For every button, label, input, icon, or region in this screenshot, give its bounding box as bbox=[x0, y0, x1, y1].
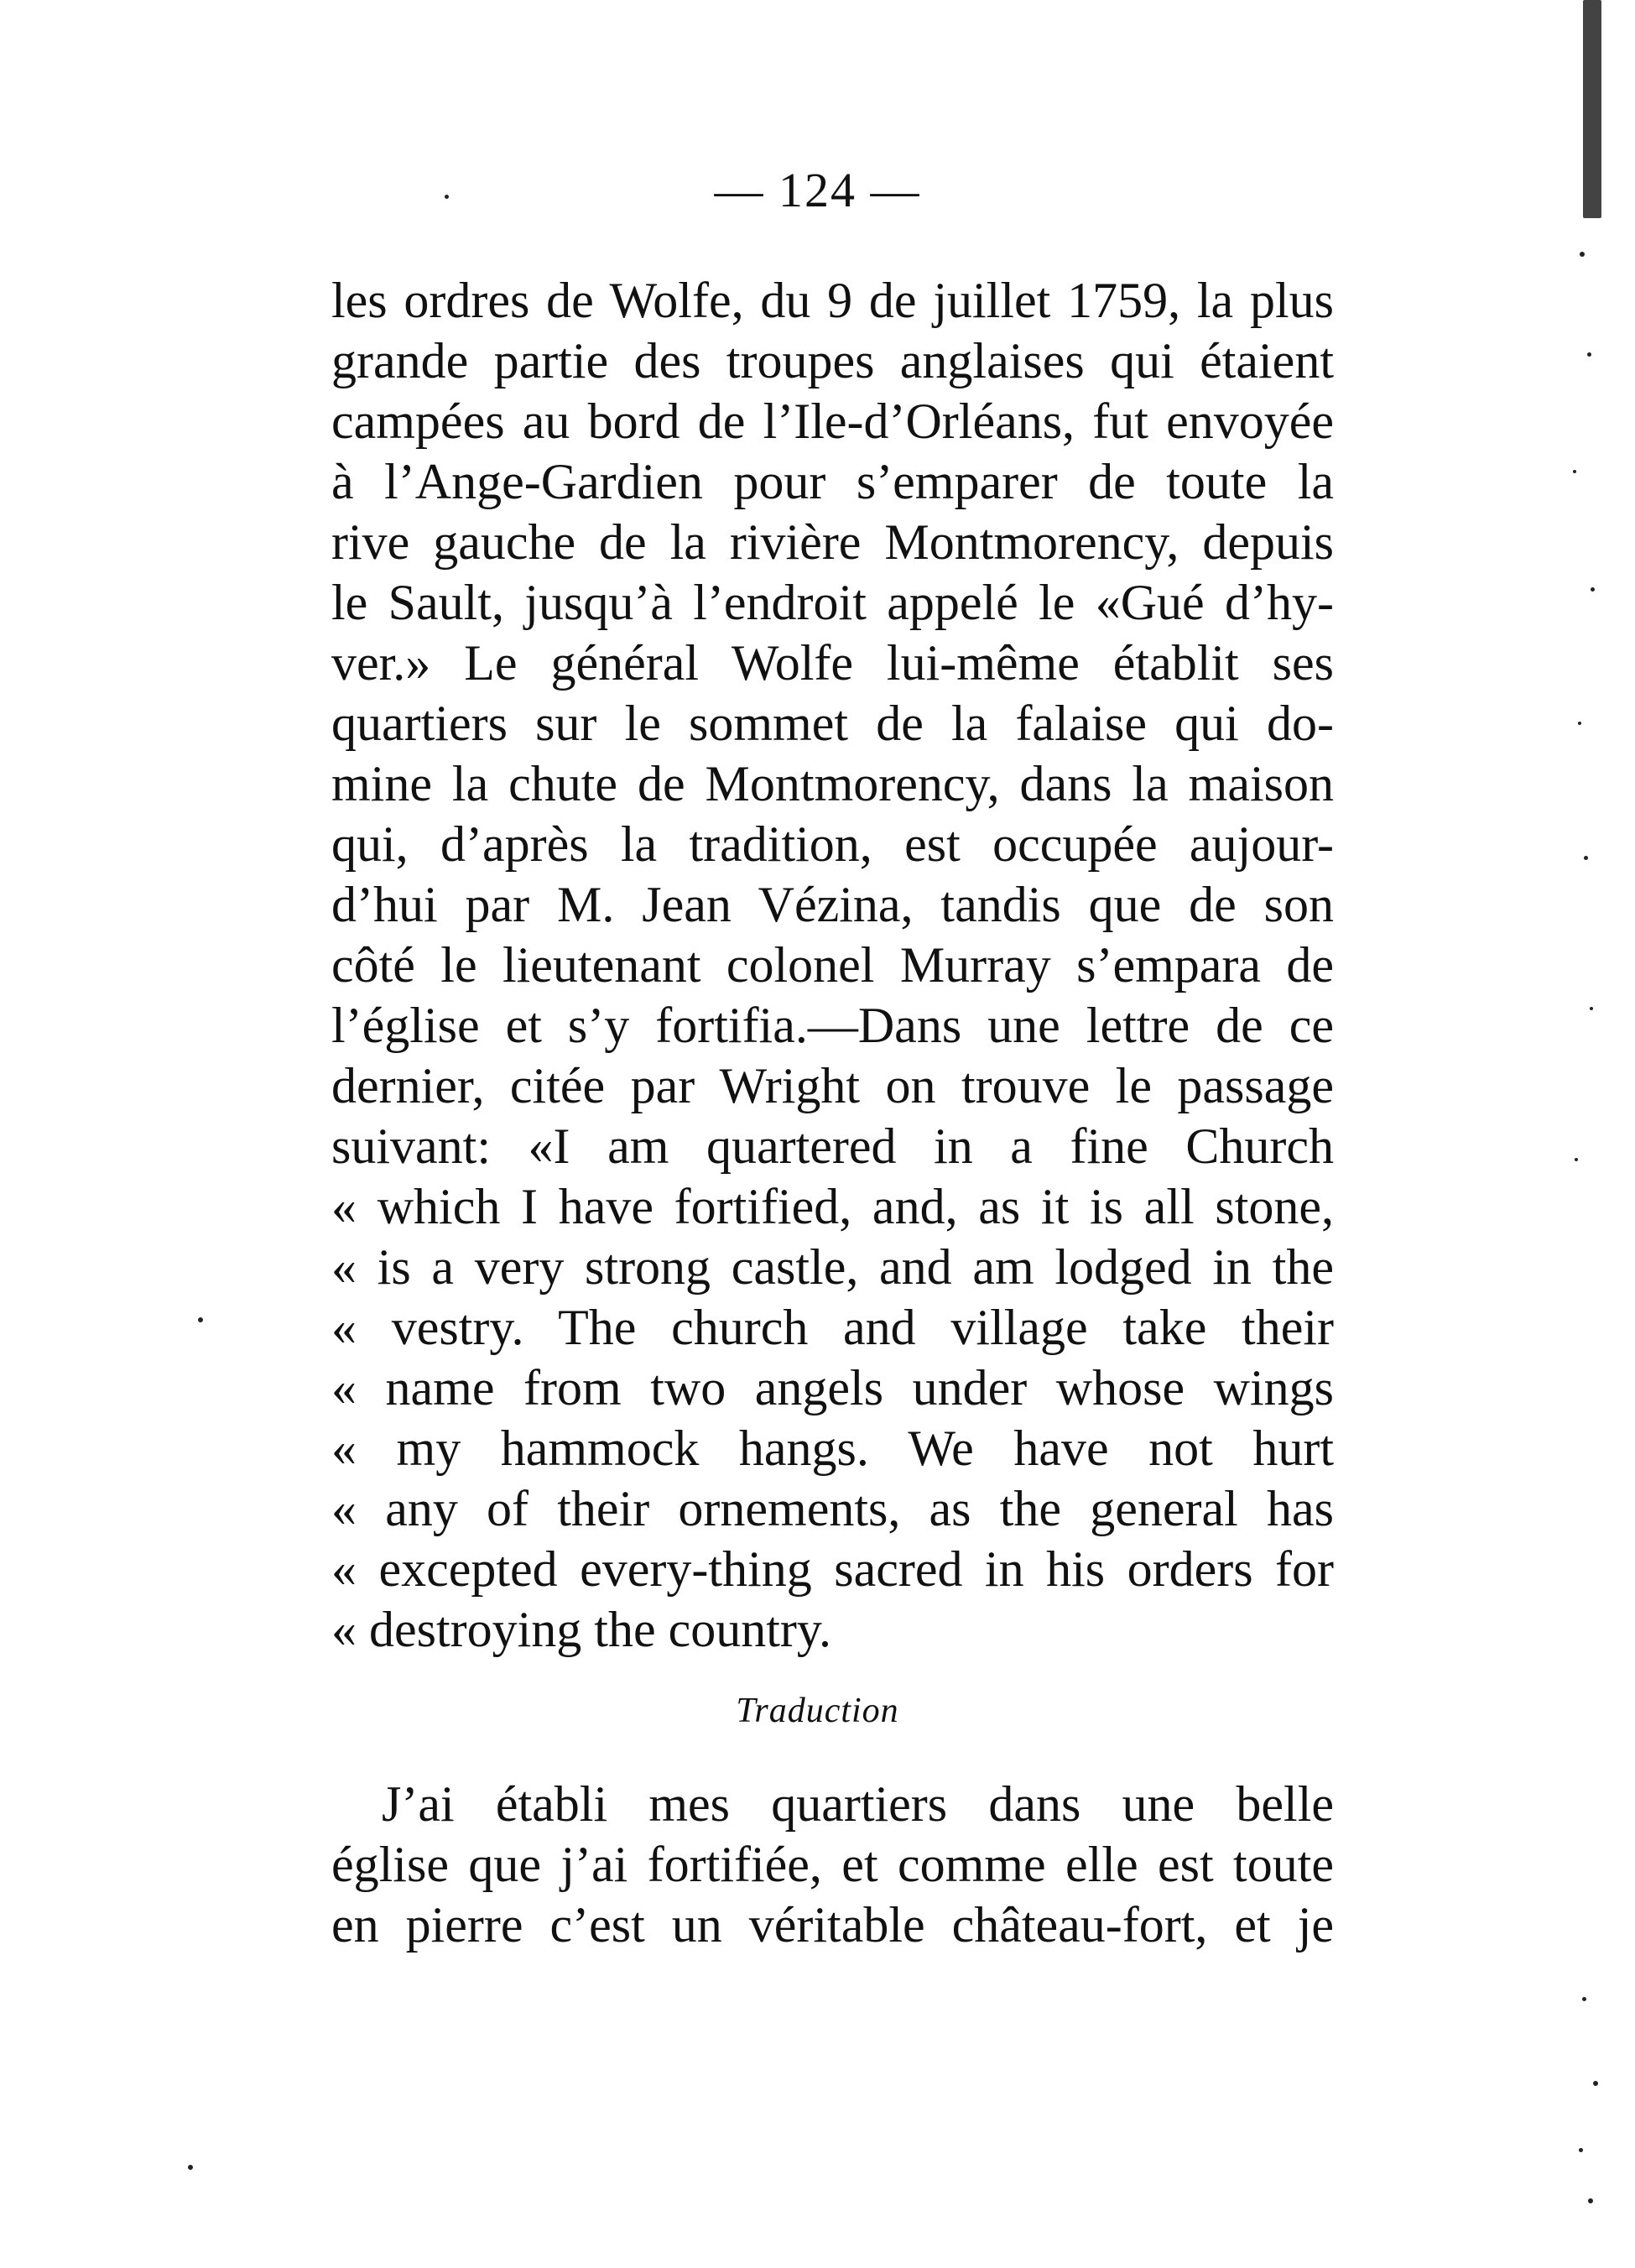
text-line: mine la chute de Montmorency, dans la maison bbox=[331, 756, 1334, 811]
text-line: qui, d’après la tradition, est occupée aujour- bbox=[331, 816, 1334, 872]
text-line: quartiers sur le sommet de la falaise qui do- bbox=[331, 696, 1334, 751]
margin-speck bbox=[445, 195, 449, 199]
translation-line: en pierre c’est un véritable château-fort, et je bbox=[331, 1897, 1334, 1953]
quote-line: « destroying the country. bbox=[331, 1602, 831, 1657]
margin-speck bbox=[188, 2165, 193, 2170]
text-line: suivant: «I am quartered in a fine Church bbox=[331, 1118, 1334, 1174]
text-line: campées au bord de l’Ile-d’Orléans, fut envoyée bbox=[331, 394, 1334, 449]
text-line: le Sault, jusqu’à l’endroit appelé le «Gué d’hy- bbox=[331, 575, 1334, 630]
text-line: d’hui par M. Jean Vézina, tandis que de son bbox=[331, 877, 1334, 932]
quote-line: « any of their ornements, as the general has bbox=[331, 1481, 1334, 1536]
quote-line: « excepted every-thing sacred in his orders for bbox=[331, 1541, 1334, 1597]
body-paragraph bbox=[331, 270, 1334, 1660]
scan-edge-artifact bbox=[1534, 0, 1635, 2268]
text-line: grande partie des troupes anglaises qui étaient bbox=[331, 333, 1334, 388]
translation-paragraph bbox=[331, 1774, 1334, 1955]
text-line: rive gauche de la rivière Montmorency, depuis bbox=[331, 514, 1334, 570]
text-line: les ordres de Wolfe, du 9 de juillet 1759, la plus bbox=[331, 273, 1334, 328]
page-number: — 124 — bbox=[714, 163, 921, 217]
quote-line: « name from two angels under whose wings bbox=[331, 1360, 1334, 1416]
section-heading: Traduction bbox=[736, 1692, 899, 1730]
quote-line: « my hammock hangs. We have not hurt bbox=[331, 1421, 1334, 1476]
text-line: à l’Ange-Gardien pour s’emparer de toute la bbox=[331, 454, 1334, 509]
text-line: l’église et s’y fortifia.—Dans une lettre de ce bbox=[331, 998, 1334, 1053]
text-line: dernier, citée par Wright on trouve le passage bbox=[331, 1058, 1334, 1113]
quote-line: « is a very strong castle, and am lodged in the bbox=[331, 1239, 1334, 1295]
translation-line: église que j’ai fortifiée, et comme elle est toute bbox=[331, 1837, 1334, 1892]
quote-line: « vestry. The church and village take their bbox=[331, 1300, 1334, 1355]
translation-line: J’ai établi mes quartiers dans une belle bbox=[382, 1776, 1334, 1832]
text-line: côté le lieutenant colonel Murray s’empara de bbox=[331, 937, 1334, 993]
quote-line: « which I have fortified, and, as it is all stone, bbox=[331, 1179, 1334, 1234]
text-line: ver.» Le général Wolfe lui-même établit ses bbox=[331, 635, 1334, 691]
margin-speck bbox=[198, 1317, 203, 1322]
